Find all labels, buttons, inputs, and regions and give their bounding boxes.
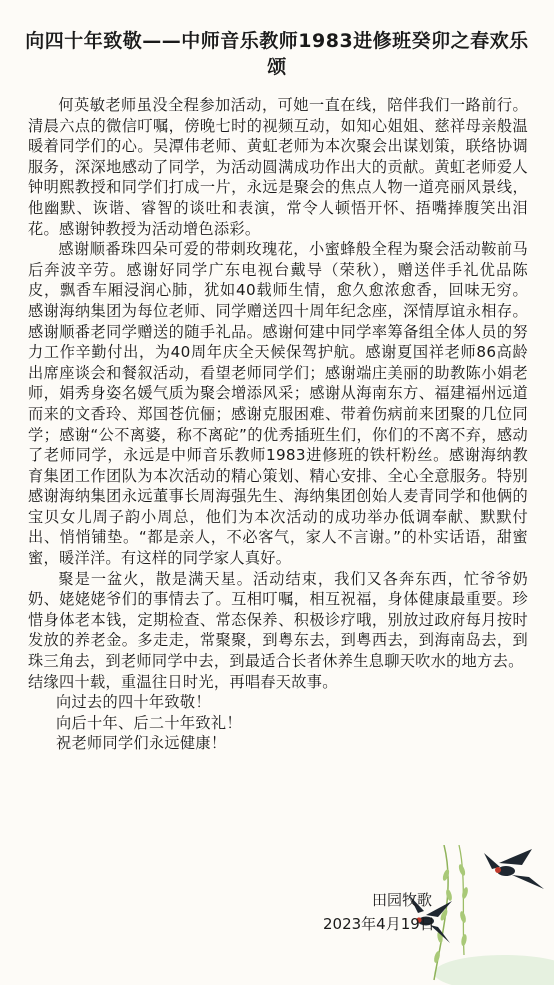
paragraph-1: 何英敏老师虽没全程参加活动，可她一直在线，陪伴我们一路前行。清晨六点的微信叮嘱，傍晚七时的视频互动，如知心姐姐、慈祥母亲般温暖着同学们的心。吴潭伟老师、黄虹老师为本次聚会出谋划策，联络协调服务，深深地感动了同学，为活动圆满成功作出大的贡献。黄虹老师爱人钟明熙教授和同学们打成一片，永远是聚会的焦点人物一道亮丽风景线，他幽默、诙谐、睿智的谈吐和表演，常令人顿悟开怀、捂嘴捧腹笑出泪花。感谢钟教授为活动增色添彩。 [28,96,528,238]
farewell-line-1: 向过去的四十年致敬！ [56,693,211,712]
page-title: 向四十年致敬——中师音乐教师1983进修班癸卯之春欢乐颂 [25,30,529,78]
signature: 田园牧歌 [372,891,433,909]
letter-body [28,95,528,754]
paragraph-3: 聚是一盆火，散是满天星。活动结束，我们又各奔东西，忙爷爷奶奶、姥姥姥爷们的事情去了。互相叮嘱，相互祝福，身体健康最重要。珍惜身体老本钱，定期检查、常态保养、积极诊疗哦，别放过政府每月按时发放的养老金。多走走，常聚聚，到粤东去，到粤西去，到海南岛去，到珠三角去，到老师同学中去，到最适合长者休养生息聊天吹水的地方去。 [28,569,528,671]
farewell-line-3: 祝老师同学们永远健康！ [56,734,227,753]
paragraph-2: 感谢顺番珠四朵可爱的带刺玫瑰花，小蜜蜂般全程为聚会活动鞍前马后奔波辛劳。感谢好同学广东电视台戴导（荣秋），赠送伴手礼优品陈皮，飘香车厢浸润心肺，犹如40载师生情，愈久愈浓愈香，回味无穷。感谢海纳集团为每位老师、同学赠送四十周年纪念座，深情厚谊永相存。感谢顺番老同学赠送的随手礼品。感谢何建中同学率筹备组全体人员的努力工作辛勤付出，为40周年庆全天候保驾护航。感谢夏国祥老师86高龄出席座谈会和餐叙活动，看望老师同学们；感谢端庄美丽的助教陈小娟老师，娟秀身姿名媛气质为聚会增添风采；感谢从海南东方、福建福州远道而来的文香玲、郑国苍伉俪；感谢克服困难、带着伤病前来团聚的几位同学；感谢“公不离婆，称不离砣”的优秀插班生们，你们的不离不弃，感动了老师同学，永远是中师音乐教师1983进修班的铁杆粉丝。感谢海纳教育集团工作团队为本次活动的精心策划、精心安排、全心全意服务。特别感谢海纳集团永远董事长周海强先生、海纳集团创始人麦青同学和他俩的宝贝女儿周子韵小周总，他们为本次活动的成功举办低调奉献、默默付出、悄悄铺垫。“都是亲人，不必客气，家人不言谢。”的朴实话语，甜蜜蜜，暖洋洋。有这样的同学家人真好。 [28,240,528,568]
farewell-line-2: 向后十年、后二十年致礼！ [56,713,242,732]
letter-date: 2023年4月19日 [323,915,435,933]
closing-line: 结缘四十载，重温往日时光，再唱春天故事。 [28,672,338,691]
